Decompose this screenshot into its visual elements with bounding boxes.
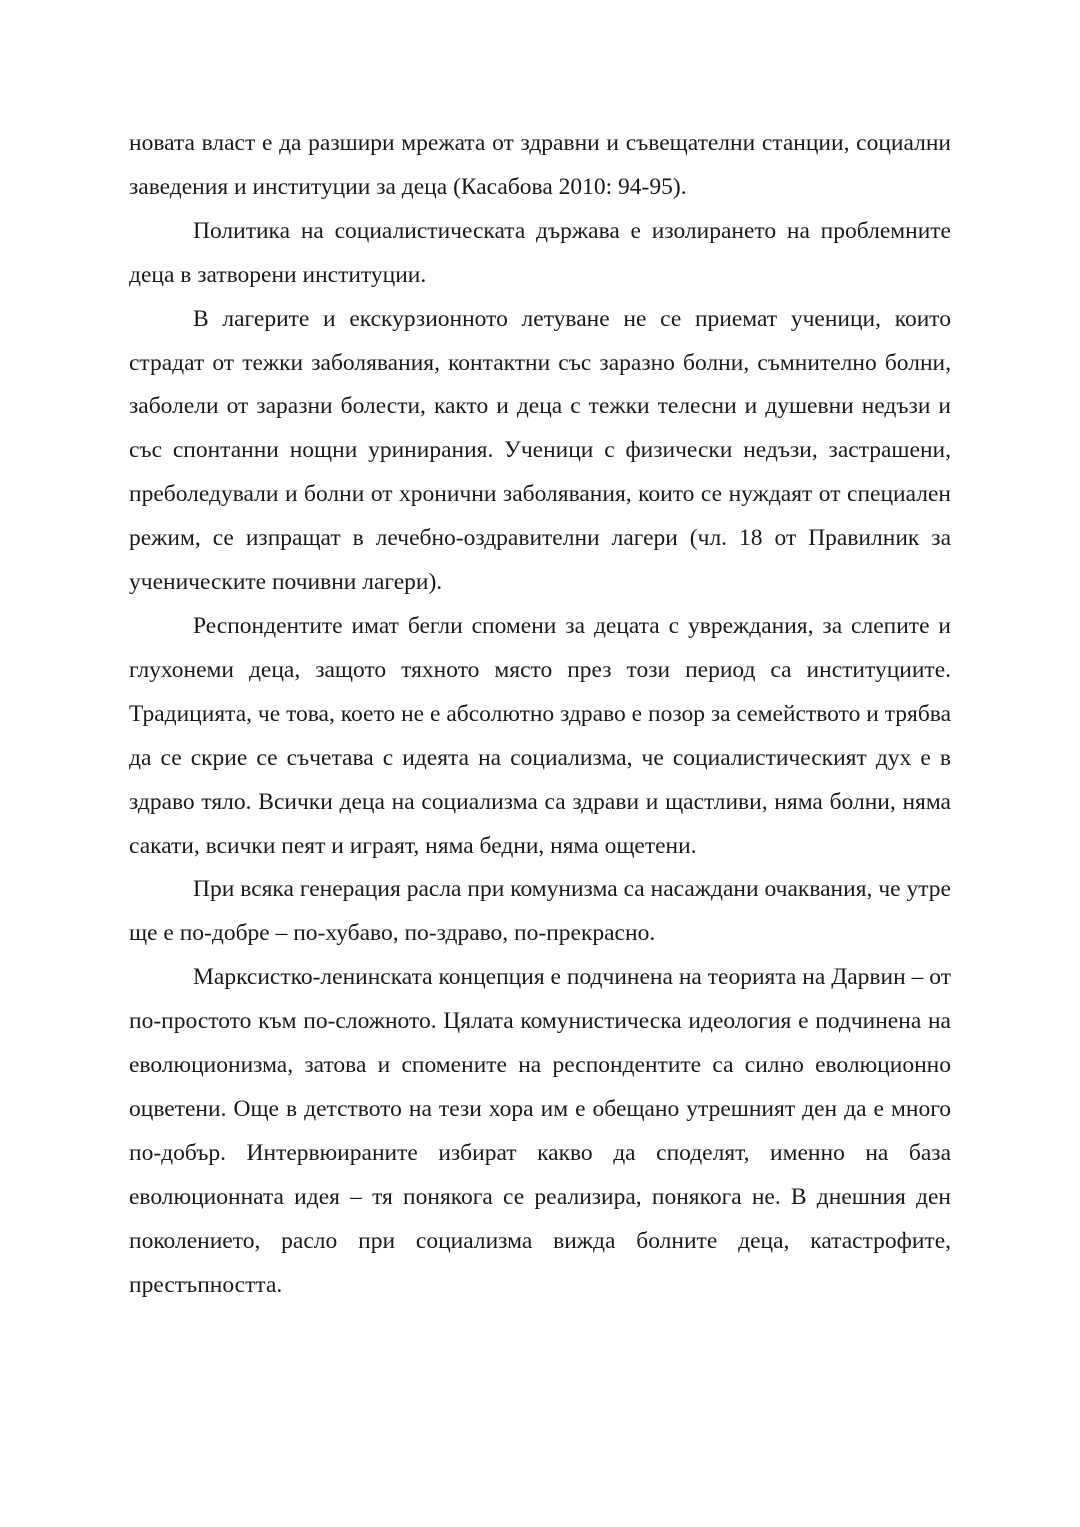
paragraph-1: новата власт е да разшири мрежата от здравни и съвещателни станции, социални заведения и институции за деца (Касабова 2010: 94-95). [129,130,951,200]
paragraph-6: Марксистко-ленинската концепция е подчинена на теорията на Дарвин – от по-простото към по-сложното. Цялата комунистическа идеология е подчинена на еволюционизма, затова и спомените на респондентите са силно еволюционно оцветени. Още в детството на тези хора им е обещано утрешният ден да е много по-добър. Интервюираните избират какво да споделят, именно на база еволюционната идея – тя понякога се реализира, понякога не. В днешния ден поколението, расло при социализма вижда болните деца, катастрофите, престъпността. [129,964,951,1298]
paragraph-5: При всяка генерация расла при комунизма са насаждани очаквания, че утре ще е по-добре – по-хубаво, по-здраво, по-прекрасно. [129,876,951,947]
paragraph-2: Политика на социалистическата държава е изолирането на проблемните деца в затворени институции. [129,217,951,288]
paragraph-3: В лагерите и екскурзионното летуване не се приемат ученици, които страдат от тежки заболявания, контактни със заразно болни, съмнително болни, заболели от заразни болести, както и деца с тежки телесни и душевни недъзи и със спонтанни нощни уринирания. Ученици с физически недъзи, застрашени, преболедували и болни от хронични заболявания, които се нуждаят от специален режим, се изпращат в лечебно-оздравителни лагери (чл. 18 от Правилник за ученическите почивни лагери). [129,305,951,596]
document-page [129,122,951,1307]
paragraph-4: Респондентите имат бегли спомени за децата с увреждания, за слепите и глухонеми деца, защото тяхното място през този период са институциите. Традицията, че това, което не е абсолютно здраво е позор за семейството и трябва да се скрие се съчетава с идеята на социализма, че социалистическият дух е в здраво тяло. Всички деца на социализма са здрави и щастливи, няма болни, няма сакати, всички пеят и играят, няма бедни, няма ощетени. [129,612,951,859]
